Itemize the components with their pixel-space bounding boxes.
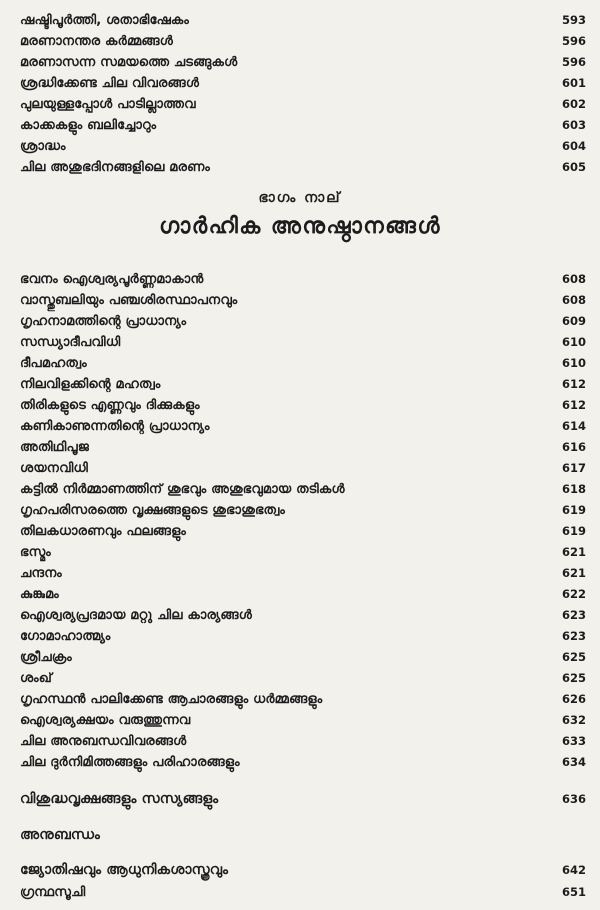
- toc-entry-page: 621: [561, 566, 586, 580]
- toc-entry: [20, 11, 586, 30]
- toc-entry: [20, 606, 586, 625]
- part-title: ഗാർഹിക അനുഷ്ഠാനങ്ങൾ: [159, 214, 441, 239]
- toc-entry-page: 601: [561, 76, 586, 90]
- toc-entry-title: ചന്ദനം: [20, 566, 62, 581]
- toc-entry: [20, 438, 586, 457]
- toc-entry-title: കണികാണുന്നതിന്റെ പ്രാധാന്യം: [20, 419, 210, 434]
- toc-entry-page: 612: [561, 377, 586, 391]
- toc-entry-page: 596: [561, 34, 586, 48]
- toc-entry-page: 614: [561, 419, 586, 433]
- toc-entry-title: ജ്യോതിഷവും ആധുനികശാസ്ത്രവും: [20, 862, 229, 878]
- toc-entry: [20, 543, 586, 562]
- toc-entry-page: 619: [561, 503, 586, 517]
- toc-entry-title: ഗോമാഹാത്മ്യം: [20, 629, 111, 644]
- toc-entry: [20, 53, 586, 72]
- toc-entry-title: ഐശ്വര്യക്ഷയം വരുത്തുന്നവ: [20, 713, 191, 728]
- toc-entry: [20, 669, 586, 688]
- toc-entry-title: ചില അനുബന്ധവിവരങ്ങൾ: [20, 734, 187, 749]
- toc-entry: [20, 270, 586, 289]
- toc-entry-title: തിരികളുടെ എണ്ണവും ദിക്കുകളും: [20, 398, 200, 413]
- toc-entry-title: ഗ്രന്ഥസൂചി: [20, 885, 86, 900]
- toc-entry-page: 610: [561, 335, 586, 349]
- toc-entry-title: ശയനവിധി: [20, 461, 89, 476]
- toc-entry-page: 605: [561, 160, 586, 174]
- toc-entry-title: ചില ദുർനിമിത്തങ്ങളും പരിഹാരങ്ങളും: [20, 755, 240, 770]
- toc-entry: [20, 158, 586, 177]
- part-label: ഭാഗം നാല്: [258, 190, 342, 206]
- toc-entry-title: പുലയുള്ളപ്പോൾ പാടില്ലാത്തവ: [20, 97, 196, 112]
- toc-entry: [20, 375, 586, 394]
- toc-entry-page: 625: [561, 671, 586, 685]
- toc-entry-page: 596: [561, 55, 586, 69]
- toc-entry-title: വിശുദ്ധവൃക്ഷങ്ങളും സസ്യങ്ങളും: [20, 791, 219, 807]
- toc-entry-page: 593: [561, 13, 586, 27]
- toc-entry: [20, 690, 586, 709]
- toc-entry-page: 622: [561, 587, 586, 601]
- toc-entry-title: നിലവിളക്കിന്റെ മഹത്വം: [20, 377, 161, 392]
- toc-entry: [20, 711, 586, 730]
- toc-entry-title: ഗൃഹനാമത്തിന്റെ പ്രാധാന്യം: [20, 314, 187, 329]
- toc-entry-title: ശ്രദ്ധിക്കേണ്ട ചില വിവരങ്ങൾ: [20, 76, 200, 91]
- toc-entry-page: 609: [561, 314, 586, 328]
- toc-entry-title: അതിഥിപൂജ: [20, 440, 89, 455]
- toc-entry: [20, 396, 586, 415]
- toc-entry-page: 616: [561, 440, 586, 454]
- toc-entry-page: 618: [561, 482, 586, 496]
- toc-entry-page: 619: [561, 524, 586, 538]
- toc-entry: [20, 333, 586, 352]
- toc-entry-title: ഐശ്വര്യപ്രദമായ മറ്റു ചില കാര്യങ്ങൾ: [20, 608, 253, 623]
- toc-entry-page: 651: [561, 885, 586, 899]
- toc-entry-title: ശംഖ്: [20, 671, 52, 686]
- toc-entry: [20, 312, 586, 331]
- toc-entry-page: 623: [561, 629, 586, 643]
- toc-entry: [20, 883, 586, 902]
- toc-entry: [20, 501, 586, 520]
- toc-entry: [20, 627, 586, 646]
- toc-entry: [20, 417, 586, 436]
- toc-entry: [20, 137, 586, 156]
- toc-entry: [20, 564, 586, 583]
- toc-entry-title: ഗൃഹപരിസരത്തെ വൃക്ഷങ്ങളുടെ ശുഭാശുഭത്വം: [20, 503, 286, 518]
- toc-entry: [20, 790, 586, 808]
- toc-entry-title: കാക്കകളും ബലിച്ചോറും: [20, 118, 157, 133]
- toc-entry-title: കട്ടിൽ നിർമ്മാണത്തിന് ശുഭവും അശുഭവുമായ തടികൾ: [20, 482, 345, 497]
- toc-entry: [20, 74, 586, 93]
- toc-entry-title: വാസ്തുബലിയും പഞ്ചശിരസ്ഥാപനവും: [20, 293, 238, 308]
- toc-entry: [20, 522, 586, 541]
- toc-entry: [20, 648, 586, 667]
- toc-entry-page: 633: [561, 734, 586, 748]
- toc-entry-title: ഭവനം ഐശ്വര്യപൂർണ്ണമാകാൻ: [20, 272, 204, 287]
- toc-entry-title: ഷഷ്ടിപൂർത്തി, ശതാഭിഷേകം: [20, 13, 189, 28]
- toc-entry-page: 642: [561, 863, 586, 877]
- toc-entry-title: ഭസ്മം: [20, 545, 51, 560]
- toc-entry-page: 623: [561, 608, 586, 622]
- toc-entry-page: 603: [561, 118, 586, 132]
- toc-entry-page: 626: [561, 692, 586, 706]
- toc-entry-title: ചില അശുഭദിനങ്ങളിലെ മരണം: [20, 160, 211, 175]
- toc-entry-page: 636: [561, 792, 586, 806]
- toc-entry-title: കുങ്കുമം: [20, 587, 59, 602]
- toc-entry: [20, 826, 586, 844]
- toc-entry-page: 604: [561, 139, 586, 153]
- toc-entry: [20, 95, 586, 114]
- toc-entry: [20, 354, 586, 373]
- toc-entry: [20, 732, 586, 751]
- toc-entry-page: 608: [561, 293, 586, 307]
- toc-entry-title: ശ്രീചക്രം: [20, 650, 72, 665]
- toc-entry: [20, 291, 586, 310]
- toc-entry-title: ശ്രാദ്ധം: [20, 139, 66, 154]
- toc-entry-title: തിലകധാരണവും ഫലങ്ങളും: [20, 524, 187, 539]
- toc-entry-page: 632: [561, 713, 586, 727]
- toc-entry-page: 625: [561, 650, 586, 664]
- toc-entry-page: 610: [561, 356, 586, 370]
- toc-entry-title: സന്ധ്യാദീപവിധി: [20, 335, 121, 350]
- toc-entry-page: 608: [561, 272, 586, 286]
- toc-entry-page: 621: [561, 545, 586, 559]
- toc-entry: [20, 861, 586, 879]
- toc-entry: [20, 585, 586, 604]
- toc-entry-title: മരണാനന്തര കർമ്മങ്ങൾ: [20, 34, 173, 49]
- toc-entry: [20, 753, 586, 772]
- toc-entry: [20, 459, 586, 478]
- toc-entry: [20, 480, 586, 499]
- toc-entry-title: ദീപമഹത്വം: [20, 356, 87, 371]
- toc-entry: [20, 32, 586, 51]
- toc-entry-page: 634: [561, 755, 586, 769]
- toc-entry-page: 612: [561, 398, 586, 412]
- toc-entry-title: മരണാസന്ന സമയത്തെ ചടങ്ങുകൾ: [20, 55, 238, 70]
- toc-entry: [20, 116, 586, 135]
- toc-entry-title: അനുബന്ധം: [20, 827, 101, 843]
- toc-entry-title: ഗൃഹസ്ഥൻ പാലിക്കേണ്ട ആചാരങ്ങളും ധർമ്മങ്ങളും: [20, 692, 323, 707]
- toc-entry-page: 602: [561, 97, 586, 111]
- toc-entry-page: 617: [561, 461, 586, 475]
